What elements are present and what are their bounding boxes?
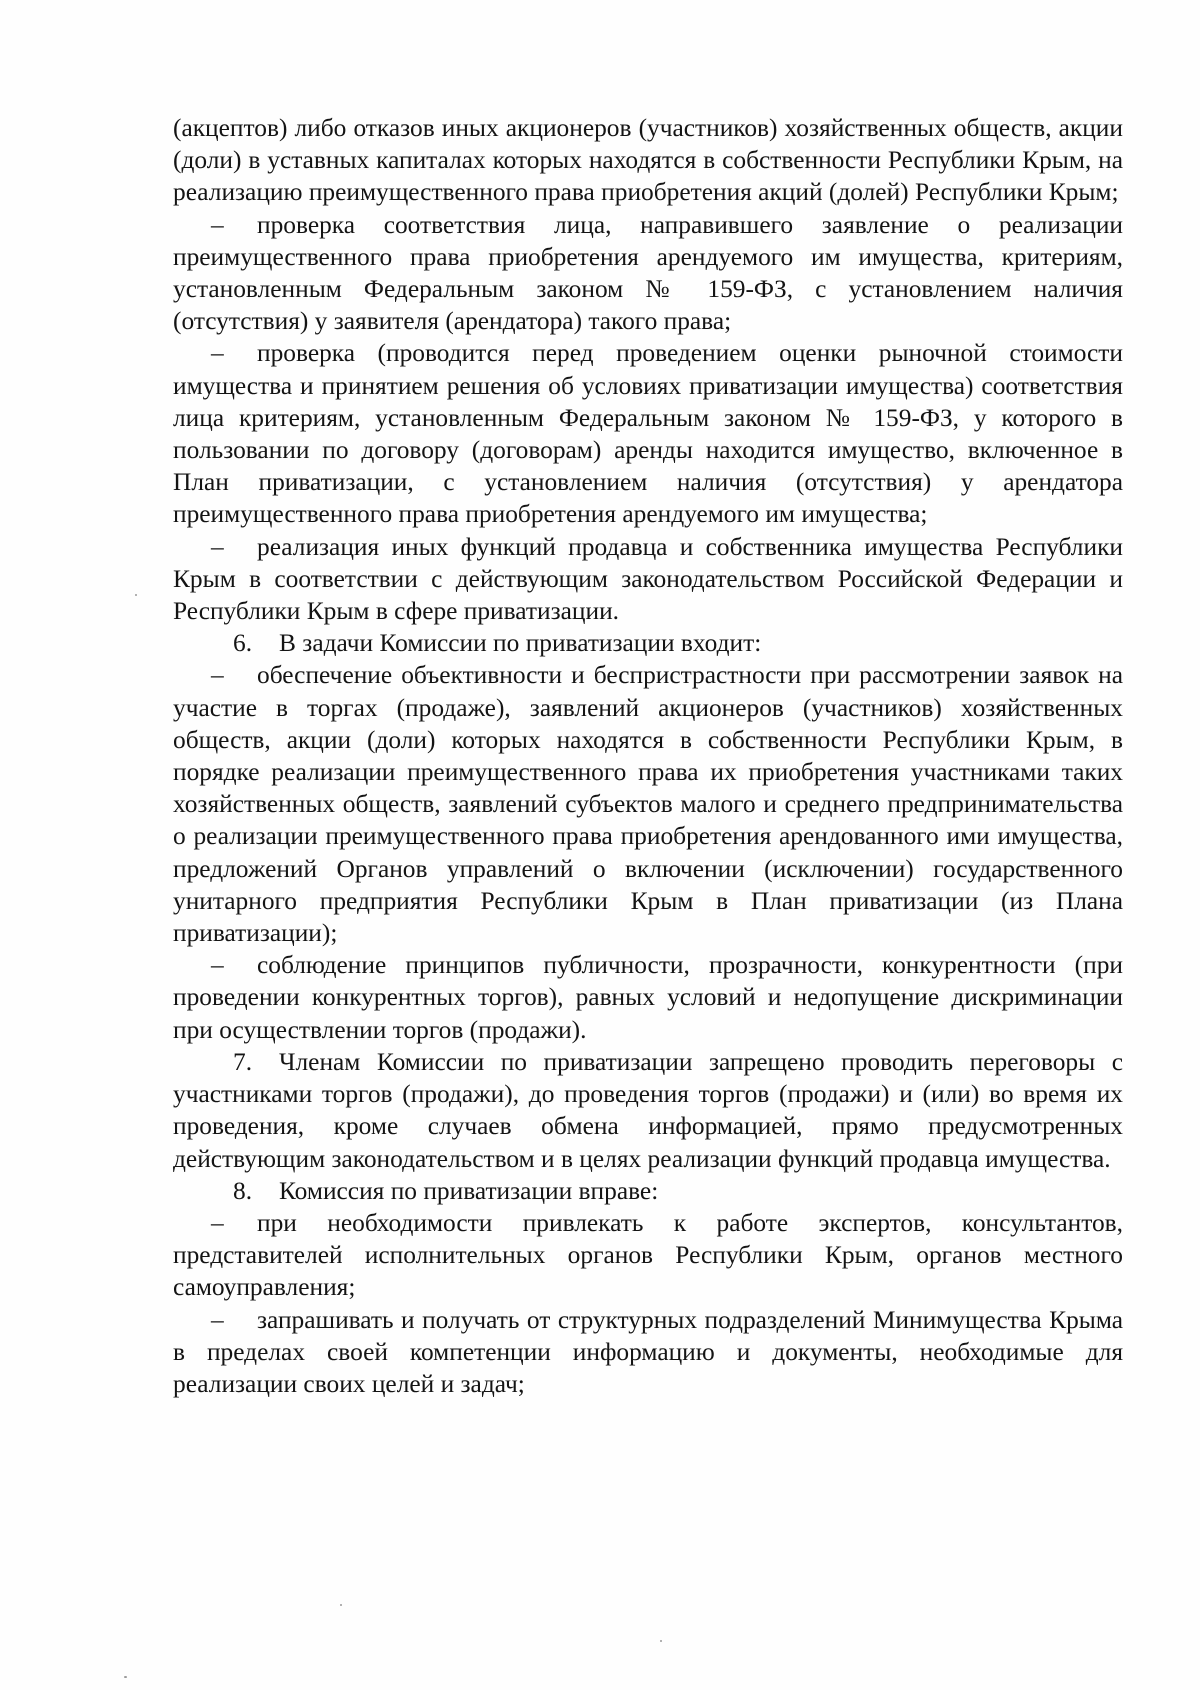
scan-speck — [660, 1640, 662, 1642]
clause-text: В задачи Комиссии по приватизации входит: — [279, 629, 762, 658]
list-item-text: при необходимости привлекать к работе экспертов, консультантов, представителей исполнительных органов Республики Крым, органов местного самоуправления; — [173, 1208, 1123, 1302]
numbered-clause-8 — [173, 1175, 1123, 1207]
dash-marker: – — [211, 339, 224, 368]
scan-speck — [135, 594, 137, 596]
list-item-dash — [173, 337, 1123, 530]
clause-text: Комиссия по приватизации вправе: — [279, 1176, 659, 1205]
dash-marker: – — [211, 1208, 224, 1237]
list-item-dash — [173, 1304, 1123, 1401]
numbered-clause-6 — [173, 627, 1123, 659]
list-item-dash — [173, 209, 1123, 338]
list-item-dash — [173, 949, 1123, 1046]
clause-number: 8. — [233, 1176, 253, 1205]
list-item-text: соблюдение принципов публичности, прозрачности, конкурентности (при проведении конкурентных торгов), равных условий и недопущение дискриминации при осуществлении торгов (продажи). — [173, 951, 1123, 1044]
list-item-dash — [173, 1207, 1123, 1304]
dash-marker: – — [211, 661, 224, 690]
list-item-text: обеспечение объективности и беспристрастности при рассмотрении заявок на участие в торгах (продаже), заявлений акционеров (участников) хозяйственных обществ, акции (доли) которых находятся в собственности Республики Крым, в порядке реализации преимущественного права их приобретения участниками таких хозяйственных обществ, заявлений субъектов малого и среднего предпринимательства о реализации преимущественного права приобретения арендованного ими имущества, предложений Органов управлений о включении (исключении) государственного унитарного предприятия Республики Крым в План приватизации (из Плана приватизации); — [173, 661, 1123, 948]
scan-speck — [340, 1604, 342, 1606]
dash-marker: – — [211, 951, 224, 980]
document-body — [173, 112, 1123, 1400]
list-item-dash — [173, 531, 1123, 628]
list-item-text: запрашивать и получать от структурных подразделений Минимущества Крыма в пределах своей компетенции информацию и документы, необходимые для реализации своих целей и задач; — [173, 1305, 1123, 1398]
numbered-clause-7 — [173, 1046, 1123, 1175]
dash-marker: – — [211, 210, 224, 239]
clause-text: Членам Комиссии по приватизации запрещено проводить переговоры с участниками торгов (продажи), до проведения торгов (продажи) и (или) во время их проведения, кроме случаев обмена информацией, прямо предусмотренных действующим законодательством и в целях реализации функций продавца имущества. — [173, 1047, 1123, 1173]
list-item-dash — [173, 659, 1123, 949]
clause-number: 6. — [233, 629, 253, 658]
dash-marker: – — [211, 532, 224, 561]
scan-speck — [124, 1676, 127, 1678]
list-item-text: реализация иных функций продавца и собственника имущества Республики Крым в соответствии с действующим законодательством Российской Федерации и Республики Крым в сфере приватизации. — [173, 532, 1123, 626]
dash-marker: – — [211, 1305, 224, 1334]
paragraph-continuation: (акцептов) либо отказов иных акционеров (участников) хозяйственных обществ, акции (доли) в уставных капиталах которых находятся в собственности Республики Крым, на реализацию преимущественного права приобретения акций (долей) Республики Крым; — [173, 114, 1123, 207]
list-item-text: проверка (проводится перед проведением оценки рыночной стоимости имущества и принятием решения об условиях приватизации имущества) соответствия лица критериям, установленным Федеральным законом № 159-ФЗ, у которого в пользовании по договору (договорам) аренды находится имущество, включенное в План приватизации, с установлением наличия (отсутствия) у арендатора преимущественного права приобретения арендуемого им имущества; — [173, 339, 1123, 529]
list-item-text: проверка соответствия лица, направившего заявление о реализации преимущественного права приобретения арендуемого им имущества, критериям, установленным Федеральным законом № 159-ФЗ, с установлением наличия (отсутствия) у заявителя (арендатора) такого права; — [173, 210, 1123, 336]
clause-number: 7. — [233, 1047, 253, 1076]
